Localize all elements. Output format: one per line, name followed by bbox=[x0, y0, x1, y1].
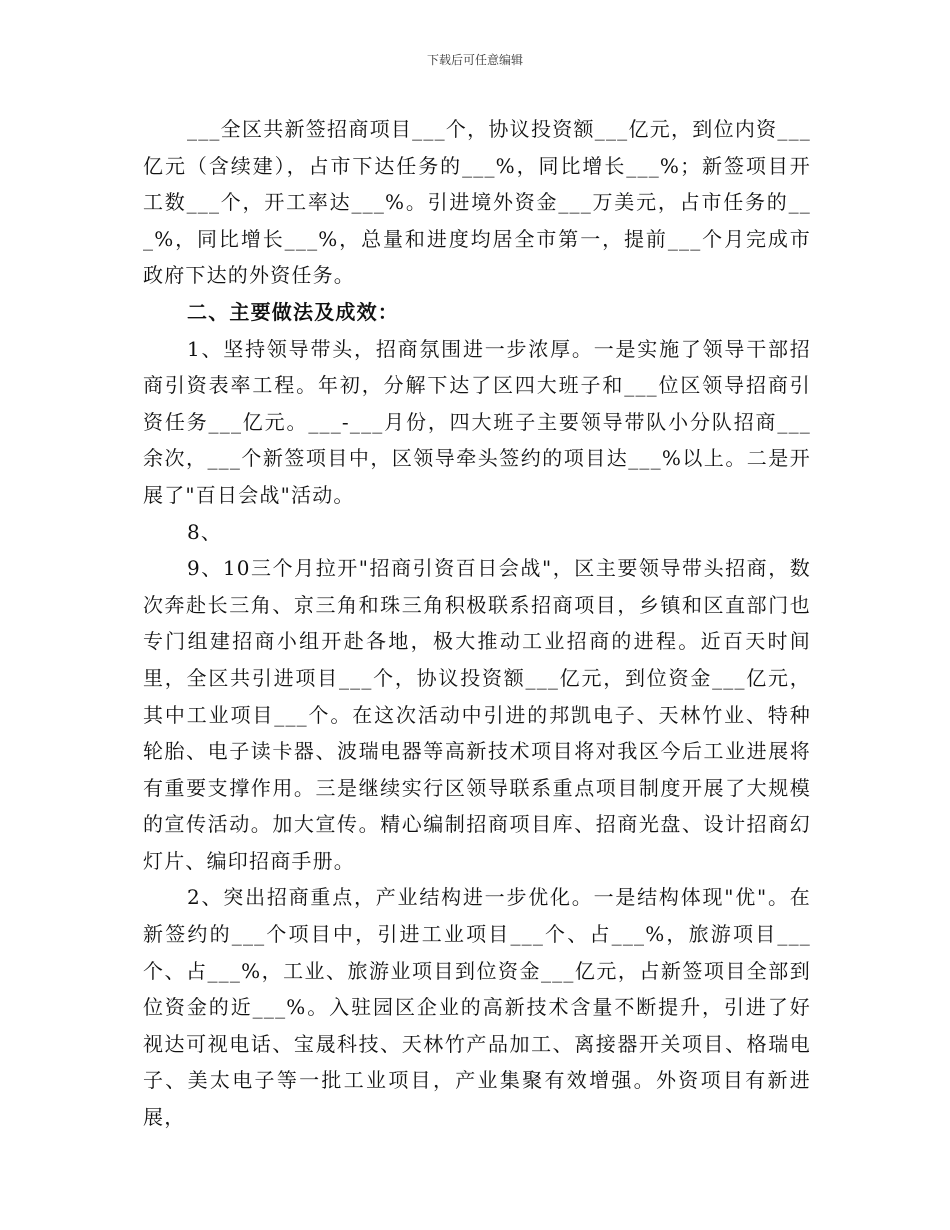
paragraph-item-2: 2、突出招商重点，产业结构进一步优化。一是结构体现"优"。在新签约的___个项目中，引进工业项目___个、占___%，旅游项目___个、占___%，工业、旅游业项目到位资金___亿元，占新签项目全部到位资金的近___%。入驻园区企业的高新技术含量不断提升，引进了好视达可视电话、宝晟科技、天林竹产品加工、离接器开关项目、格瑞电子、美太电子等一批工业项目，产业集聚有效增强。外资项目有新进展， bbox=[143, 885, 811, 1130]
paragraph-fragment: 8、 bbox=[187, 519, 223, 544]
document-body bbox=[143, 111, 811, 1136]
section-heading: 二、主要做法及成效： bbox=[187, 299, 399, 324]
page-header: 下载后可任意编辑 bbox=[426, 53, 523, 67]
paragraph-summary: ___全区共新签招商项目___个，协议投资额___亿元，到位内资___亿元（含续建），占市下达任务的___%，同比增长___%；新签项目开工数___个，开工率达___%。引进境外资金___万美元，占市任务的___%，同比增长___%，总量和进度均居全市第一，提前___个月完成市政府下达的外资任务。 bbox=[143, 117, 811, 288]
paragraph-item-1: 1、坚持领导带头，招商氛围进一步浓厚。一是实施了领导干部招商引资表率工程。年初，分解下达了区四大班子和___位区领导招商引资任务___亿元。___-___月份，四大班子主要领导带队小分队招商___余次，___个新签项目中，区领导牵头签约的项目达___%以上。二是开展了"百日会战"活动。 bbox=[143, 336, 811, 507]
paragraph-hundred-days: 9、10三个月拉开"招商引资百日会战"，区主要领导带头招商，数次奔赴长三角、京三角和珠三角积极联系招商项目，乡镇和区直部门也专门组建招商小组开赴各地，极大推动工业招商的进程。近百天时间里，全区共引进项目___个，协议投资额___亿元，到位资金___亿元，其中工业项目___个。在这次活动中引进的邦凯电子、天林竹业、特种轮胎、电子读卡器、波瑞电器等高新技术项目将对我区今后工业进展将有重要支撑作用。三是继续实行区领导联系重点项目制度开展了大规模的宣传活动。加大宣传。精心编制招商项目库、招商光盘、设计招商幻灯片、编印招商手册。 bbox=[143, 556, 811, 873]
